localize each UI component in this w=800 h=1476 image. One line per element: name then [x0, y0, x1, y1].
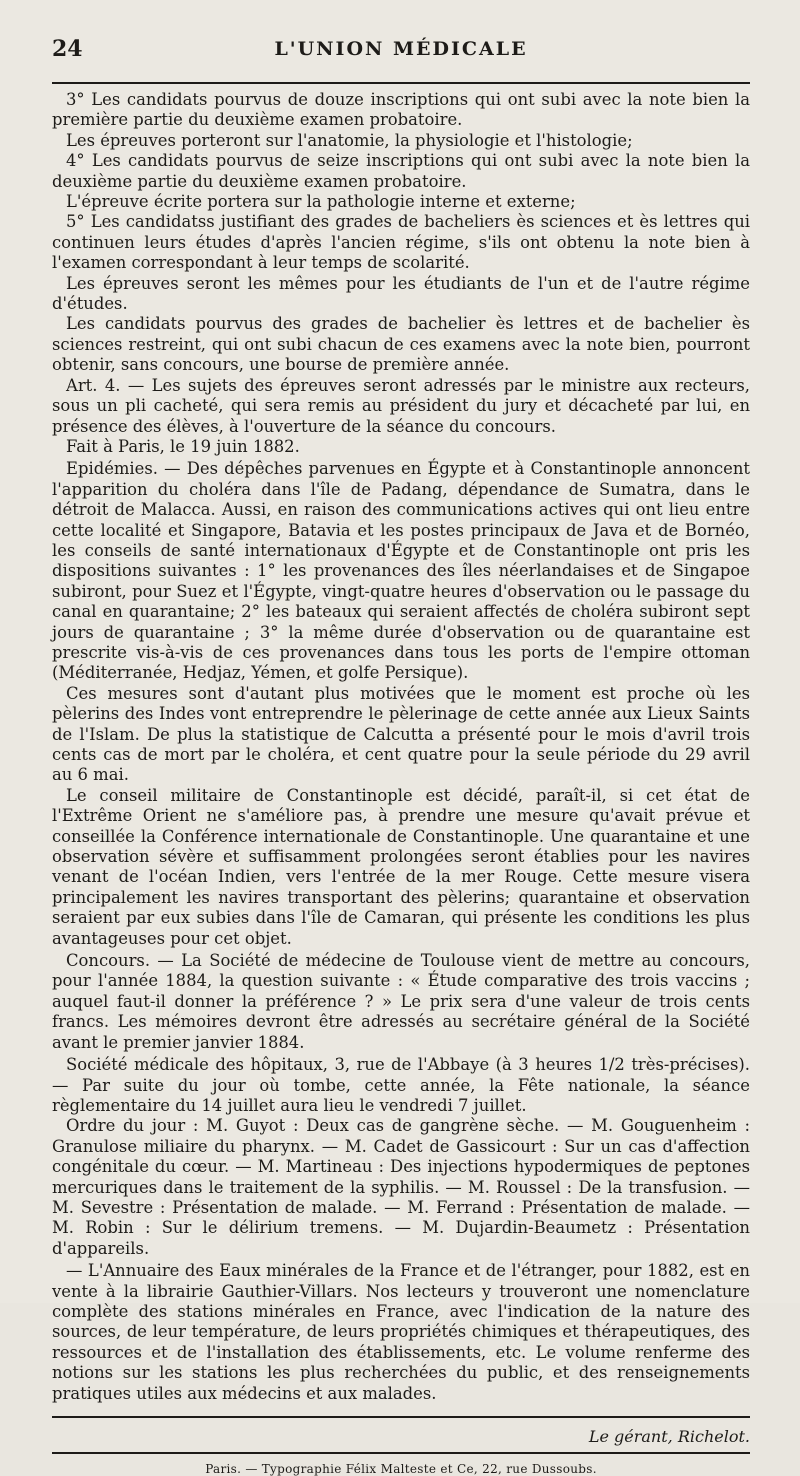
paragraph: Le conseil militaire de Constantinople est décidé, paraît-il, si cet état de l'Extrême Orient ne s'améliore pas, à prendre une mesure qu'avait prévue et conseillée la Conférence internationale de Constantinople. Une quarantaine et une observation sévère et suffisamment prolongées seront établies pour les navires venant de l'océan Indien, vers l'entrée de la mer Rouge. Cette mesure visera principalement les navires transportant des pèlerins; quarantaine et observation seraient par eux subies dans l'île de Camaran, qui présente les conditions les plus avantageuses pour cet objet.	[52, 785, 750, 948]
header-rule	[52, 82, 750, 84]
date-line: Fait à Paris, le 19 juin 1882.	[66, 436, 300, 456]
signature: Le gérant, Richelot.	[588, 1427, 750, 1446]
annuaire-paragraph: — L'Annuaire des Eaux minérales de la France et de l'étranger, pour 1882, est en vente à la librairie Gauthier-Villars. Nos lecteurs y trouveront une nomenclature complète des stations minérales en France, avec l'indication de la nature des sources, de leur température, de leurs propriétés chimiques et thérapeutiques, des ressources et de l'installation des établissements, etc. Le volume renferme des notions sur les stations les plus recherchées du public, et des renseignements pratiques utiles aux médecins et aux malades.	[52, 1261, 750, 1403]
paragraph: 5° Les candidatss justifiant des grades de bacheliers ès sciences et ès lettres qui continuen leurs études d'après l'ancien régime, s'ils ont obtenu la note bien à l'examen correspondant à leur temps de scolarité.	[52, 212, 750, 273]
signature-rule	[52, 1416, 750, 1418]
concours-paragraph: Concours. — La Société de médecine de Toulouse vient de mettre au concours, pour l'année 1884, la question suivante : « Étude comparative des trois vaccins ; auquel faut-il donner la préférence ? » Le prix sera d'une valeur de trois cents francs. Les mémoires devront être adressés au secrétaire général de la Société avant le premier janvier 1884.	[52, 951, 750, 1052]
paragraph: 3° Les candidats pourvus de douze inscriptions qui ont subi avec la note bien la première partie du deuxième examen probatoire.	[52, 90, 750, 130]
paragraph: Les épreuves seront les mêmes pour les étudiants de l'un et de l'autre régime d'études.	[52, 273, 750, 314]
footer-rule	[52, 1452, 750, 1454]
page-number: 24	[52, 36, 83, 62]
paragraph: Ces mesures sont d'autant plus motivées que le moment est proche où les pèlerins des Indes vont entreprendre le pèlerinage de cette année aux Lieux Saints de l'Islam. De plus la statistique de Calcutta a présenté pour le mois d'avril trois cents cas de mort par le choléra, et cent quatre pour la seule période du 29 avril au 6 mai.	[52, 683, 750, 785]
agenda-paragraph: Ordre du jour : M. Guyot : Deux cas de gangrène sèche. — M. Gouguenheim : Granulose miliaire du pharynx. — M. Cadet de Gassicourt : Sur un cas d'affection congénitale du cœur. — M. Martineau : Des injections hypodermiques de peptones mercuriques dans le traitement de la syphilis. — M. Roussel : De la transfusion. — M. Sevestre : Présentation de malade. — M. Ferrand : Présentation de malade. — M. Robin : Sur le délirium tremens. — M. Dujardin-Beaumetz : Présentation d'appareils.	[52, 1116, 750, 1258]
paragraph: Les candidats pourvus des grades de bachelier ès lettres et de bachelier ès sciences restreint, qui ont subi chacun de ces examens avec la note bien, pourront obtenir, sans concours, une bourse de première année.	[52, 314, 750, 375]
journal-title: L'UNION MÉDICALE	[274, 38, 528, 60]
article-body	[52, 90, 750, 1404]
paragraph: Les épreuves porteront sur l'anatomie, la physiologie et l'histologie;	[66, 130, 633, 150]
page-header	[52, 30, 750, 64]
printer-footer: Paris. — Typographie Félix Malteste et Ce, 22, rue Dussoubs.	[205, 1462, 597, 1476]
epidemics-paragraph: Epidémies. — Des dépêches parvenues en Égypte et à Constantinople annoncent l'apparition du choléra dans l'île de Padang, dépendance de Sumatra, dans le détroit de Malacca. Aussi, en raison des communications actives qui ont lieu entre cette localité et Singapore, Batavia et les postes principaux de Java et de Bornéo, les conseils de santé internationaux d'Égypte et de Constantinople ont pris les dispositions suivantes : 1° les provenances des îles néerlandaises et de Singapoe subiront, pour Suez et l'Égypte, vingt-quatre heures d'observation ou le passage du canal en quarantaine; 2° les bateaux qui seraient affectés de choléra subiront sept jours de quarantaine ; 3° la même durée d'observation ou de quarantaine est prescrite vis-à-vis de ces provenances dans tous les ports de l'empire ottoman (Méditerranée, Hedjaz, Yémen, et golfe Persique).	[52, 459, 750, 683]
society-paragraph: Société médicale des hôpitaux, 3, rue de l'Abbaye (à 3 heures 1/2 très-précises). — Par suite du jour où tombe, cette année, la Fête nationale, la séance règlementaire du 14 juillet aura lieu le vendredi 7 juillet.	[52, 1055, 750, 1115]
article-4-paragraph: Art. 4. — Les sujets des épreuves seront adressés par le ministre aux recteurs, sous un pli cacheté, qui sera remis au président du jury et décacheté par lui, en présence des élèves, à l'ouverture de la séance du concours.	[52, 375, 750, 436]
paragraph: 4° Les candidats pourvus de seize inscriptions qui ont subi avec la note bien la deuxième partie du deuxième examen probatoire.	[52, 151, 750, 191]
paragraph: L'épreuve écrite portera sur la pathologie interne et externe;	[66, 192, 576, 212]
